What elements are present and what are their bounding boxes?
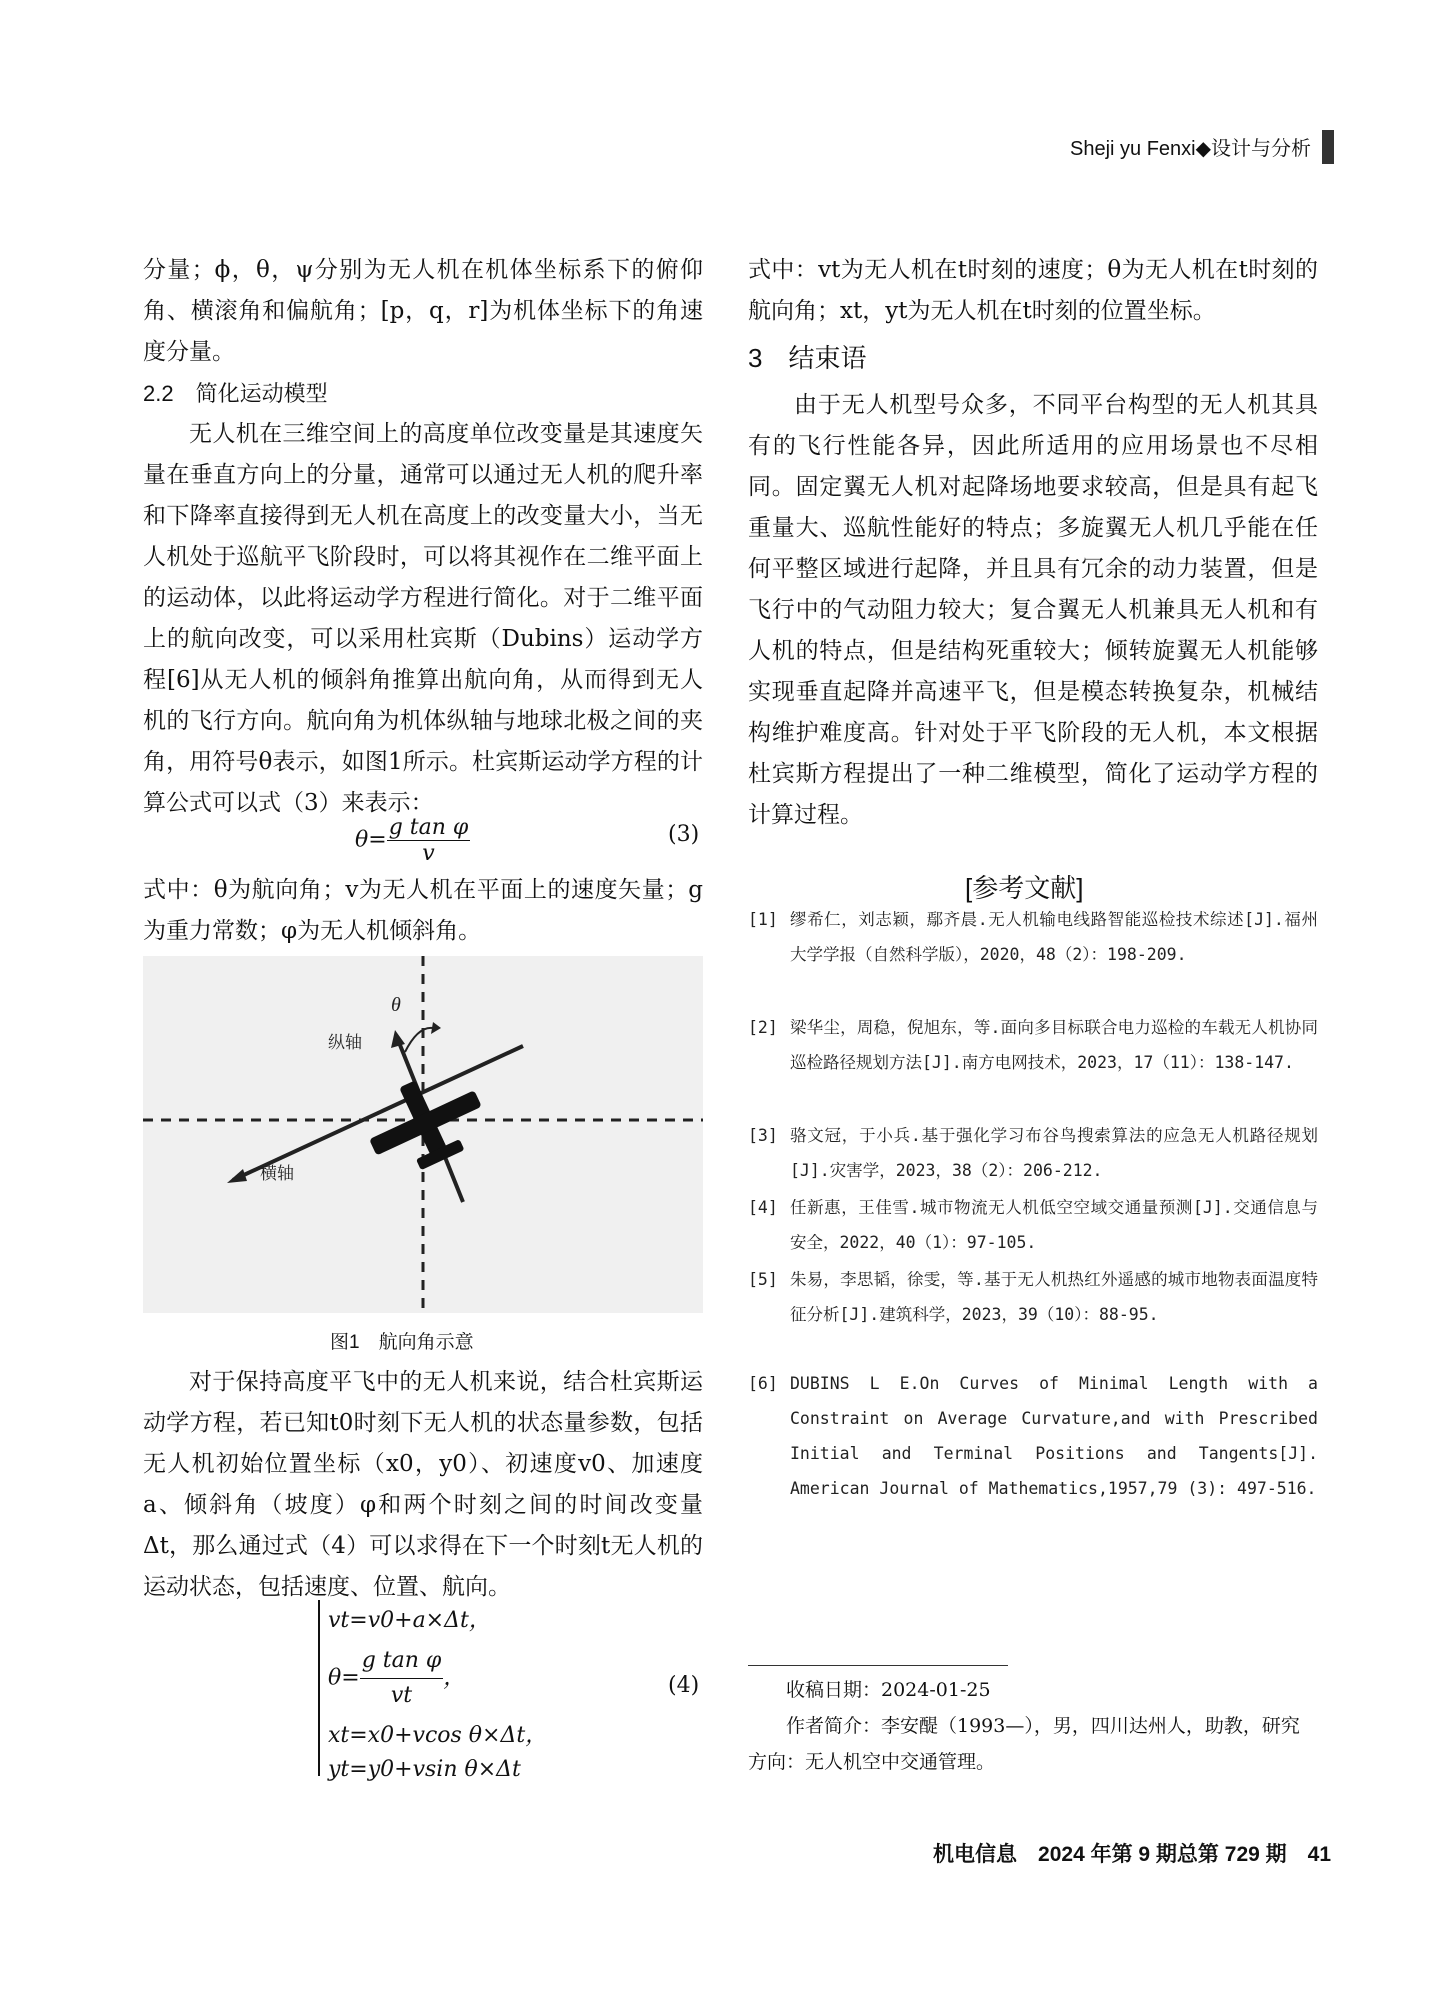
reference-item: [3] 骆文冠，于小兵.基于强化学习布谷鸟搜索算法的应急无人机路径规划[J].灾害学，2023，38（2）：206-212. bbox=[748, 1126, 1318, 1180]
figure-1-caption: 图1 航向角示意 bbox=[330, 1332, 474, 1353]
equation-3: θ= $\frac{\text{g tan φ}}{v}$ bbox=[355, 815, 469, 866]
left-col-mid bbox=[143, 870, 703, 952]
reference-item: [2] 梁华尘，周稳，倪旭东，等.面向多目标联合电力巡检的车载无人机协同巡检路径规划方法[J].南方电网技术，2023，17（11）：138-147. bbox=[748, 1018, 1318, 1072]
section-heading-3: 3 结束语 bbox=[748, 343, 867, 373]
left-para-3: 式中：θ为航向角；v为无人机在平面上的速度矢量；g为重力常数；φ为无人机倾斜角。 bbox=[143, 877, 703, 944]
equation-4-brace bbox=[318, 1600, 320, 1776]
received-date: 收稿日期：2024-01-25 bbox=[786, 1679, 991, 1701]
left-para-2: 无人机在三维空间上的高度单位改变量是其速度矢量在垂直方向上的分量，通常可以通过无人机的爬升率和下降率直接得到无人机在高度上的改变量大小，当无人机处于巡航平飞阶段时，可以将其视作在二维平面上的运动体，以此将运动学方程进行简化。对于二维平面上的航向改变，可以采用杜宾斯（Dubins）运动学方程[6]从无人机的倾斜角推算出航向角，从而得到无人机的飞行方向。航向角为机体纵轴与地球北极之间的夹角，用符号θ表示，如图1所示。杜宾斯运动学方程的计算公式可以式（3）来表示： bbox=[143, 421, 703, 816]
left-para-1: 分量；ϕ，θ，ψ分别为无人机在机体坐标系下的俯仰角、横滚角和偏航角；[p，q，r]为机体坐标下的角速度分量。 bbox=[143, 257, 703, 365]
equation-4: vt=v0+a×Δt， θ= $\frac{\text{g tan φ}}{vt}$ ， xt=x0+vcos θ×Δt， yt=y0+vsin θ×Δt bbox=[328, 1608, 548, 1782]
right-para-1: 式中：vt为无人机在t时刻的速度；θ为无人机在t时刻的航向角；xt，yt为无人机在t时刻的位置坐标。 bbox=[748, 257, 1318, 324]
lateral-axis-label: 横轴 bbox=[260, 1164, 294, 1183]
equation-3-number: (3) bbox=[668, 822, 700, 847]
running-header: Sheji yu Fenxi◆设计与分析 bbox=[1070, 138, 1311, 160]
references-title: [参考文献] bbox=[965, 873, 1084, 903]
equation-4-number: (4) bbox=[668, 1673, 700, 1698]
right-col-top bbox=[748, 250, 1318, 836]
page-footer: 机电信息 2024 年第 9 期总第 729 期 41 bbox=[933, 1843, 1331, 1866]
left-col-top bbox=[143, 250, 703, 824]
reference-item: [5] 朱易，李思韬，徐雯，等.基于无人机热红外遥感的城市地物表面温度特征分析[J].建筑科学，2023，39（10）：88-95. bbox=[748, 1270, 1318, 1324]
footnote-rule bbox=[748, 1665, 1008, 1666]
theta-label: θ bbox=[391, 994, 401, 1016]
left-col-bottom bbox=[143, 1362, 703, 1608]
figure-1 bbox=[143, 956, 703, 1313]
reference-item: [4] 任新惠，王佳雪.城市物流无人机低空空域交通量预测[J].交通信息与安全，2022，40（1）：97-105. bbox=[748, 1198, 1318, 1252]
left-para-4: 对于保持高度平飞中的无人机来说，结合杜宾斯运动学方程，若已知t0时刻下无人机的状态量参数，包括无人机初始位置坐标（x0，y0）、初速度v0、加速度a、倾斜角（坡度）φ和两个时刻之间的时间改变量Δt，那么通过式（4）可以求得在下一个时刻t无人机的运动状态，包括速度、位置、航向。 bbox=[143, 1369, 703, 1600]
section-heading-2-2: 2.2 简化运动模型 bbox=[143, 381, 328, 406]
header-bar bbox=[1322, 130, 1334, 164]
right-para-2: 由于无人机型号众多，不同平台构型的无人机其具有的飞行性能各异，因此所适用的应用场景也不尽相同。固定翼无人机对起降场地要求较高，但是具有起飞重量大、巡航性能好的特点；多旋翼无人机几乎能在任何平整区域进行起降，并且具有冗余的动力装置，但是飞行中的气动阻力较大；复合翼无人机兼具无人机和有人机的特点，但是结构死重较大；倾转旋翼无人机能够实现垂直起降并高速平飞，但是模态转换复杂，机械结构维护难度高。针对处于平飞阶段的无人机，本文根据杜宾斯方程提出了一种二维模型，简化了运动学方程的计算过程。 bbox=[748, 392, 1318, 828]
author-bio: 作者简介：李安醍（1993—），男，四川达州人，助教，研究方向：无人机空中交通管理。 bbox=[748, 1715, 1300, 1773]
longitudinal-axis-label: 纵轴 bbox=[328, 1033, 362, 1052]
reference-item: [6] DUBINS L E.On Curves of Minimal Length with a Constraint on Average Curvature,and with Prescribed Initial and Terminal Positions and Tangents[J]. American Journal of Mathematics,1957,79 (3): 497-516. bbox=[748, 1374, 1318, 1498]
reference-item: [1] 缪希仁，刘志颖，鄢齐晨.无人机输电线路智能巡检技术综述[J].福州大学学报（自然科学版），2020，48（2）：198-209. bbox=[748, 910, 1318, 964]
